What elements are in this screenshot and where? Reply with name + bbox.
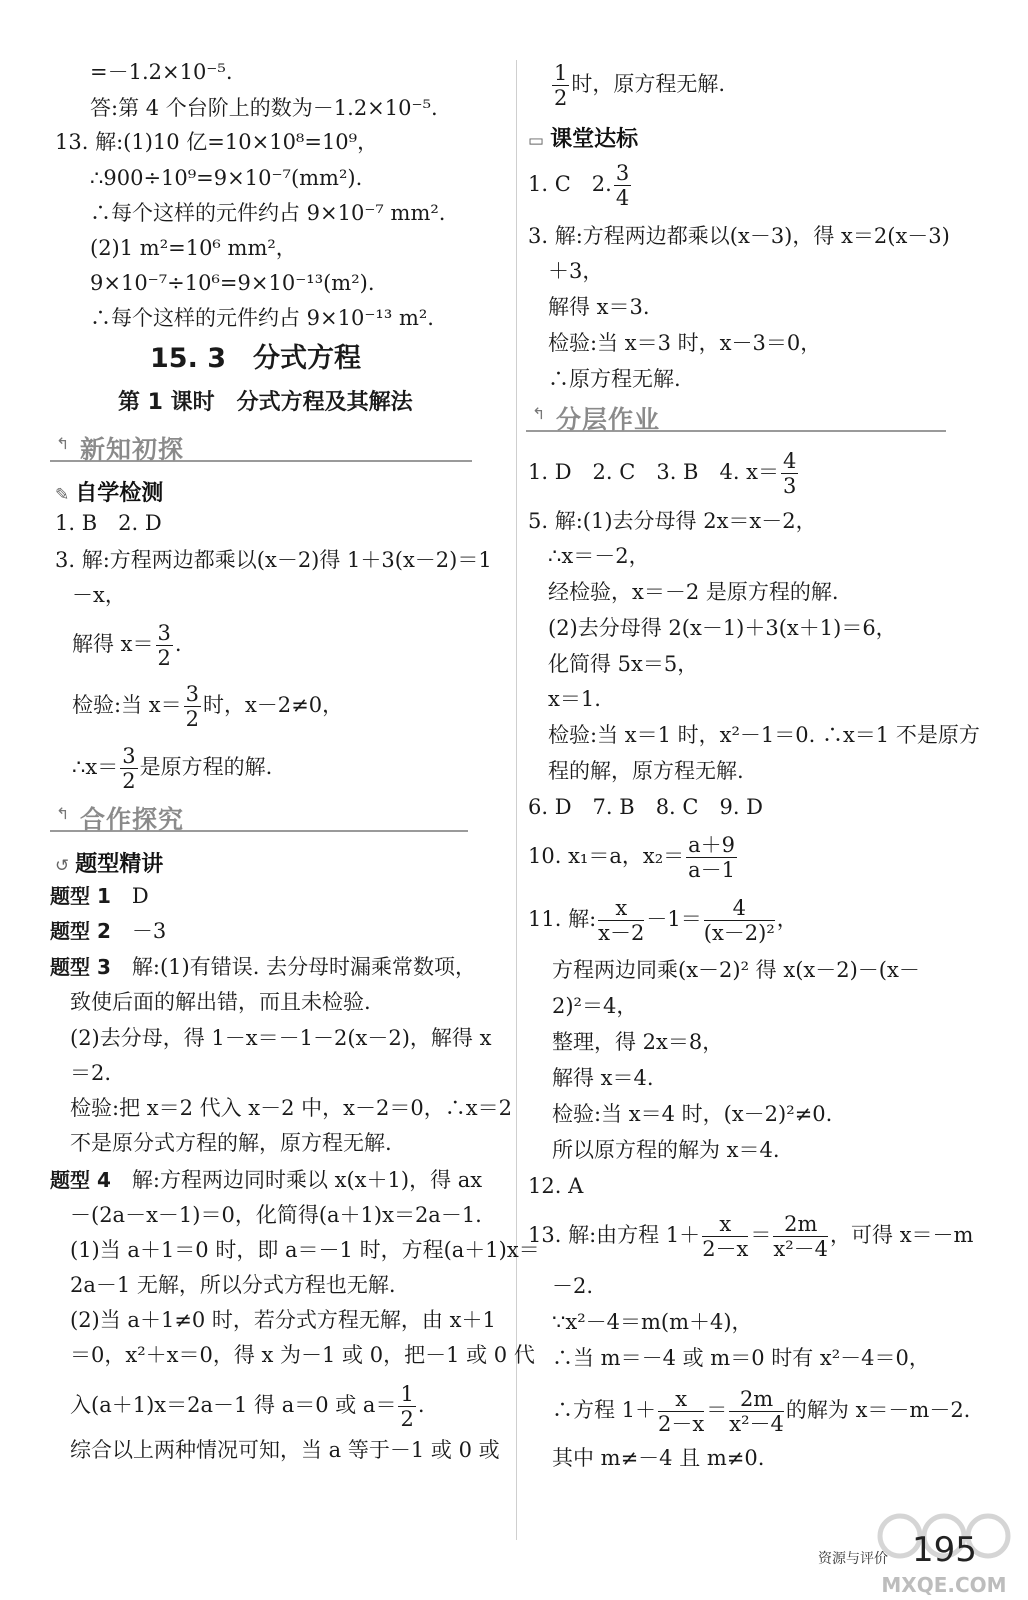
text-line: 检验:把 x＝2 代入 x－2 中，x－2＝0，∴x＝2	[70, 1096, 512, 1120]
fraction: $\frac{x}{2-x}$	[658, 1387, 705, 1437]
text-line: x＝1.	[548, 687, 601, 711]
text-line: 5. 解:(1)去分母得 2x＝x－2，	[528, 509, 817, 533]
text-line: 13. 解:(1)10 亿=10×10⁸=10⁹，	[55, 130, 379, 154]
text-line: ＝0，x²＋x＝0，得 x 为－1 或 0，把－1 或 0 代	[70, 1343, 535, 1367]
text-line: 2)²＝4，	[552, 994, 638, 1018]
text-line: (1)当 a＋1＝0 时，即 a＝－1 时，方程(a＋1)x＝	[70, 1238, 540, 1262]
fraction: $\frac{1}{2}$	[554, 61, 568, 111]
fraction: $\frac{1}{2}$	[400, 1382, 414, 1432]
fraction: $\frac{x}{x-2}$	[598, 896, 645, 946]
book-icon: ▭	[528, 131, 545, 151]
question-type-2: 题型 2 －3	[50, 919, 167, 943]
text-line: 检验:当 x＝4 时，(x－2)²≠0.	[552, 1102, 833, 1126]
fraction: $\frac{3}{2}$	[122, 744, 136, 794]
text-line: 2a－1 无解，所以分式方程也无解.	[70, 1273, 396, 1297]
text-line: 致使后面的解出错，而且未检验.	[70, 990, 371, 1014]
lesson-title: 第 1 课时 分式方程及其解法	[118, 390, 413, 415]
answer-line-fraction: 10. x₁＝a，x₂＝ $\frac{a+9}{a-1}$	[528, 833, 736, 883]
text-line: 程的解，原方程无解.	[548, 759, 744, 783]
question-type-1: 题型 1 D	[50, 884, 149, 908]
text-line: 答:第 4 个台阶上的数为－1.2×10⁻⁵.	[90, 96, 438, 120]
text-line: (2)去分母得 2(x－1)＋3(x＋1)＝6，	[548, 616, 897, 640]
answer-line-fraction: 13. 解:由方程 1＋ $\frac{x}{2-x}$ ＝ $\frac{2m}{\text{x²－4}}$ ，可得 x＝－m	[528, 1212, 974, 1262]
text-line: 综合以上两种情况可知，当 a 等于－1 或 0 或	[70, 1438, 500, 1462]
fraction: $\frac{x}{2-x}$	[702, 1212, 749, 1262]
text-line: ∴x＝－2，	[548, 544, 650, 568]
answer-line-fraction: 11. 解: $\frac{x}{x-2}$ －1＝ $\frac{4}{\text{(x－2)²}}$ ，	[528, 896, 798, 946]
text-line: 不是原分式方程的解，原方程无解.	[70, 1131, 392, 1155]
loop-icon: ↺	[55, 856, 70, 876]
fraction: $\frac{3}{2}$	[185, 682, 199, 732]
section-header-new-knowledge: ↰ 新知初探	[50, 430, 472, 462]
section-header-layered-homework: ↰ 分层作业	[526, 400, 946, 432]
text-line: 其中 m≠－4 且 m≠0.	[552, 1446, 765, 1470]
footer-label: 资源与评价	[818, 1551, 888, 1567]
text-line: ∴每个这样的元件约占 9×10⁻⁷ mm².	[90, 201, 446, 225]
fraction: $\frac{2m}{\text{x²－4}}$	[729, 1387, 784, 1437]
text-line: (2)去分母，得 1－x＝－1－2(x－2)，解得 x	[70, 1026, 492, 1050]
answer-line-fraction: 检验:当 x＝ $\frac{3}{2}$ 时，x－2≠0，	[72, 682, 344, 732]
fraction: $\frac{3}{4}$	[615, 161, 630, 211]
text-line-fraction: $\frac{1}{2}$ 时，原方程无解.	[554, 61, 726, 111]
question-type-4: 题型 4 解:方程两边同时乘以 x(x＋1)，得 ax	[50, 1168, 483, 1192]
subsection-self-check: ✎ 自学检测	[55, 481, 164, 506]
answer-line: 6. D 7. B 8. C 9. D	[528, 795, 764, 819]
fraction: $\frac{2m}{\text{x²－4}}$	[773, 1212, 829, 1262]
text-line: =－1.2×10⁻⁵.	[90, 60, 233, 84]
subsection-question-types: ↺ 题型精讲	[55, 852, 164, 877]
text-line: 检验:当 x＝1 时，x²－1＝0. ∴x＝1 不是原方	[548, 723, 980, 747]
text-line: －2.	[552, 1274, 594, 1298]
text-line: ∴每个这样的元件约占 9×10⁻¹³ m².	[90, 306, 434, 330]
fraction: $\frac{a+9}{a-1}$	[688, 833, 736, 883]
question-type-3: 题型 3 解:(1)有错误. 去分母时漏乘常数项，	[50, 955, 477, 979]
text-line: 检验:当 x＝3 时，x－3＝0，	[548, 331, 822, 355]
text-line: 经检验，x＝－2 是原方程的解.	[548, 580, 839, 604]
text-line: ∴原方程无解.	[548, 367, 681, 391]
watermark-text: MXQE.COM	[881, 1573, 1007, 1597]
section-arrow-icon: ↰	[532, 404, 546, 423]
text-line-fraction: ∴方程 1＋ $\frac{x}{2-x}$ ＝ $\frac{2m}{\text{x²－4}}$ 的解为 x＝－m－2.	[552, 1387, 971, 1437]
text-line: 解得 x＝4.	[552, 1066, 654, 1090]
subsection-class-check: ▭ 课堂达标	[528, 127, 639, 152]
text-line: 3. 解:方程两边都乘以(x－3)，得 x＝2(x－3)	[528, 224, 950, 248]
chapter-title: 15. 3 分式方程	[150, 343, 362, 374]
answer-line: －x，	[72, 583, 126, 607]
text-line: 9×10⁻⁷÷10⁶=9×10⁻¹³(m²).	[90, 271, 375, 295]
text-line: 解得 x＝3.	[548, 295, 650, 319]
text-line-fraction: 入(a＋1)x＝2a－1 得 a＝0 或 a＝ $\frac{1}{2}$ .	[70, 1382, 425, 1432]
answer-line: 12. A	[528, 1174, 584, 1198]
pencil-icon: ✎	[55, 485, 70, 505]
text-line: ∴当 m＝－4 或 m＝0 时有 x²－4＝0，	[552, 1346, 930, 1370]
text-line: 化简得 5x＝5，	[548, 652, 699, 676]
answer-line: 1. B 2. D	[55, 511, 162, 535]
column-divider	[516, 60, 517, 1540]
text-line: 整理，得 2x＝8，	[552, 1030, 724, 1054]
text-line: 方程两边同乘(x－2)² 得 x(x－2)－(x－	[552, 958, 920, 982]
section-arrow-icon: ↰	[56, 804, 70, 823]
text-line: －(2a－x－1)＝0，化简得(a＋1)x＝2a－1.	[70, 1203, 482, 1227]
section-header-cooperative: ↰ 合作探究	[50, 800, 468, 832]
text-line: (2)当 a＋1≠0 时，若分式方程无解，由 x＋1	[70, 1308, 496, 1332]
text-line: (2)1 m²=10⁶ mm²，	[90, 236, 297, 260]
answer-line-fraction: 1. C 2. $\frac{3}{4}$	[528, 161, 630, 211]
text-line: ＝2.	[70, 1061, 112, 1085]
answer-line-fraction: 1. D 2. C 3. B 4. x＝ $\frac{4}{3}$	[528, 449, 797, 499]
text-line: 所以原方程的解为 x＝4.	[552, 1138, 780, 1162]
text-line: ∴900÷10⁹=9×10⁻⁷(mm²).	[90, 166, 363, 190]
section-arrow-icon: ↰	[56, 434, 70, 453]
page-number: 195	[912, 1530, 977, 1570]
answer-line: 3. 解:方程两边都乘以(x－2)得 1＋3(x－2)＝1	[55, 548, 492, 572]
text-line: ∵x²－4＝m(m＋4)，	[552, 1310, 753, 1334]
fraction: $\frac{3}{2}$	[157, 621, 171, 671]
text-line: ＋3，	[548, 259, 604, 283]
fraction: $\frac{4}{3}$	[783, 449, 797, 499]
fraction: $\frac{4}{\text{(x－2)²}}$	[703, 896, 775, 946]
answer-line-fraction: ∴x＝ $\frac{3}{2}$ 是原方程的解.	[72, 744, 273, 794]
answer-line-fraction: 解得 x＝ $\frac{3}{2}$ .	[72, 621, 182, 671]
